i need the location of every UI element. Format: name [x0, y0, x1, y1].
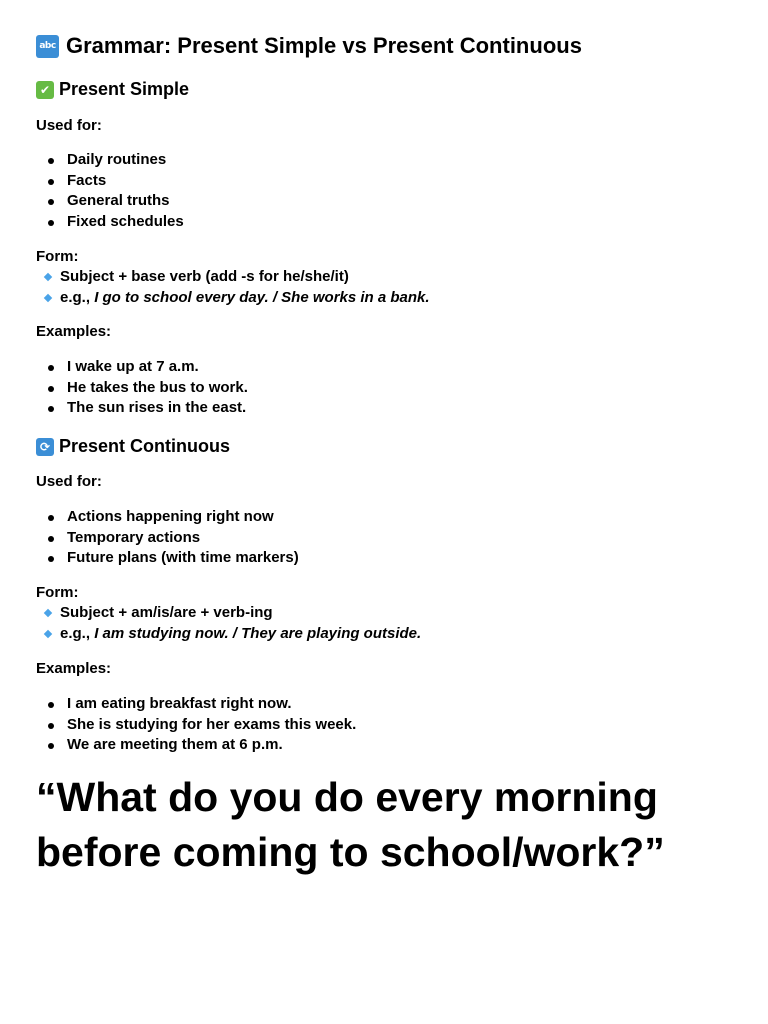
- present-simple-heading-text: Present Simple: [59, 79, 190, 99]
- present-simple-examples-label: Examples:: [36, 323, 112, 340]
- present-continuous-heading: [36, 436, 230, 457]
- list-item: Actions happening right now: [36, 507, 299, 528]
- abc-icon: abc: [36, 35, 59, 58]
- check-mark-icon: ✔: [36, 81, 54, 99]
- list-item: Daily routines: [36, 150, 184, 171]
- bullet-icon: [48, 723, 54, 729]
- bullet-icon: [48, 158, 54, 164]
- bullet-icon: [48, 702, 54, 708]
- diamond-bullet-icon: [44, 273, 52, 281]
- list-item: e.g., I am studying now. / They are playing outside.: [36, 624, 421, 645]
- present-continuous-used-for-list: [36, 507, 299, 569]
- list-item: I wake up at 7 a.m.: [36, 357, 248, 378]
- present-simple-used-for-label: Used for:: [36, 117, 102, 134]
- present-continuous-form-list: [36, 603, 421, 644]
- list-item: General truths: [36, 191, 184, 212]
- bullet-icon: [48, 515, 54, 521]
- present-continuous-examples-list: [36, 694, 356, 756]
- bullet-icon: [48, 179, 54, 185]
- present-simple-heading: [36, 79, 189, 100]
- bullet-icon: [48, 536, 54, 542]
- bullet-icon: [48, 199, 54, 205]
- discussion-question: “What do you do every morning before coming to school/work?”: [36, 774, 665, 875]
- bullet-icon: [48, 386, 54, 392]
- list-item: I am eating breakfast right now.: [36, 694, 356, 715]
- list-item: Subject + base verb (add -s for he/she/it): [36, 267, 430, 288]
- present-continuous-form-label: Form:: [36, 584, 79, 601]
- list-item: Facts: [36, 171, 184, 192]
- list-item: The sun rises in the east.: [36, 398, 248, 419]
- present-simple-used-for-list: [36, 150, 184, 232]
- list-item: Subject + am/is/are + verb-ing: [36, 603, 421, 624]
- diamond-bullet-icon: [44, 629, 52, 637]
- refresh-icon: ⟳: [36, 438, 54, 456]
- diamond-bullet-icon: [44, 609, 52, 617]
- present-continuous-heading-text: Present Continuous: [59, 436, 231, 456]
- list-item: We are meeting them at 6 p.m.: [36, 735, 356, 756]
- diamond-bullet-icon: [44, 293, 52, 301]
- present-continuous-used-for-label: Used for:: [36, 473, 102, 490]
- list-item: Temporary actions: [36, 528, 299, 549]
- bullet-icon: [48, 365, 54, 371]
- present-simple-form-list: [36, 267, 430, 308]
- list-item: He takes the bus to work.: [36, 378, 248, 399]
- list-item: Future plans (with time markers): [36, 548, 299, 569]
- present-continuous-examples-label: Examples:: [36, 660, 112, 677]
- bullet-icon: [48, 406, 54, 412]
- page-title: [36, 33, 582, 59]
- list-item: She is studying for her exams this week.: [36, 715, 356, 736]
- present-simple-examples-list: [36, 357, 248, 419]
- list-item: e.g., I go to school every day. / She works in a bank.: [36, 288, 430, 309]
- list-item: Fixed schedules: [36, 212, 184, 233]
- bullet-icon: [48, 220, 54, 226]
- present-simple-form-label: Form:: [36, 248, 79, 265]
- bullet-icon: [48, 556, 54, 562]
- bullet-icon: [48, 743, 54, 749]
- page-title-text: Grammar: Present Simple vs Present Continuous: [66, 33, 582, 58]
